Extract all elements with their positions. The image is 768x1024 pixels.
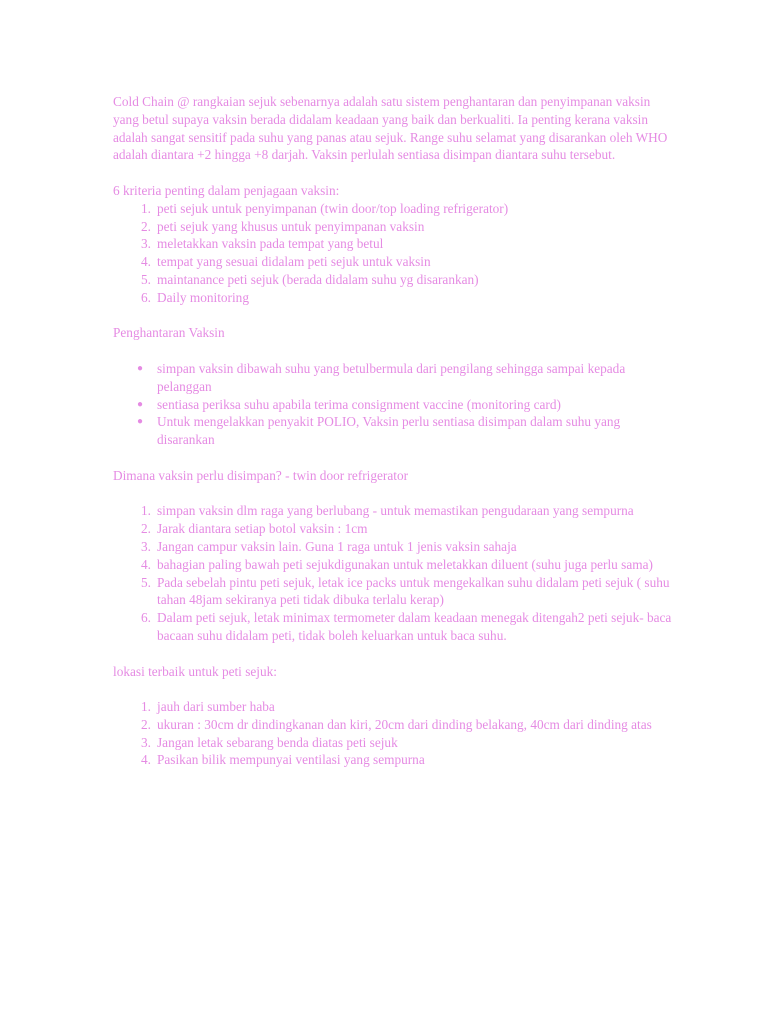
list-number: 4. — [141, 752, 151, 768]
list-item — [113, 235, 673, 253]
spacer — [113, 307, 673, 325]
list-text: simpan vaksin dibawah suhu yang betulbermula dari pengilang sehingga sampai kepada pelanggan — [157, 360, 626, 394]
list-number: 6. — [141, 610, 151, 626]
list-text: peti sejuk yang khusus untuk penyimpanan vaksin — [157, 218, 425, 234]
list-text: bahagian paling bawah peti sejukdigunakan untuk meletakkan diluent (suhu juga perlu sama) — [157, 556, 653, 572]
list-number: 1. — [141, 699, 151, 715]
list-text: tempat yang sesuai didalam peti sejuk untuk vaksin — [157, 254, 431, 270]
list-number: 4. — [141, 556, 151, 572]
list-number: 4. — [141, 254, 151, 270]
list-text: meletakkan vaksin pada tempat yang betul — [157, 236, 384, 252]
list-item — [113, 751, 673, 769]
list-text: maintanance peti sejuk (berada didalam suhu yg disarankan) — [157, 271, 479, 287]
list-text: ukuran : 30cm dr dindingkanan dan kiri, 20cm dari dinding belakang, 40cm dari dinding atas — [157, 716, 652, 732]
list-number: 3. — [141, 236, 151, 252]
spacer — [113, 449, 673, 467]
list-item — [113, 253, 673, 271]
criteria-list — [113, 200, 673, 307]
spacer — [113, 342, 673, 360]
criteria-heading: 6 kriteria penting dalam penjagaan vaksin: — [113, 182, 340, 198]
list-item — [113, 289, 673, 307]
bullet-icon: ● — [137, 362, 144, 374]
list-item — [113, 520, 673, 538]
list-number: 5. — [141, 271, 151, 287]
list-item — [113, 609, 673, 645]
document-page — [113, 93, 673, 769]
spacer — [113, 680, 673, 698]
bullet-icon: ● — [137, 416, 144, 428]
delivery-list — [113, 360, 673, 449]
list-text: Jangan letak sebarang benda diatas peti sejuk — [157, 734, 398, 750]
list-text: jauh dari sumber haba — [157, 699, 275, 715]
list-text: Daily monitoring — [157, 289, 249, 305]
list-text: simpan vaksin dlm raga yang berlubang - untuk memastikan pengudaraan yang sempurna — [157, 503, 634, 519]
list-item — [113, 538, 673, 556]
storage-list — [113, 502, 673, 644]
list-item — [113, 271, 673, 289]
list-number: 2. — [141, 218, 151, 234]
list-number: 2. — [141, 521, 151, 537]
list-text: Dalam peti sejuk, letak minimax termometer dalam keadaan menegak ditengah2 peti sejuk- baca bacaan suhu didalam peti, tidak boleh keluarkan untuk baca suhu. — [157, 610, 672, 643]
list-item — [113, 360, 673, 396]
list-text: peti sejuk untuk penyimpanan (twin door/top loading refrigerator) — [157, 200, 509, 216]
list-number: 3. — [141, 538, 151, 554]
list-number: 1. — [141, 503, 151, 519]
list-item — [113, 698, 673, 716]
list-item — [113, 734, 673, 752]
spacer — [113, 485, 673, 503]
spacer — [113, 645, 673, 663]
intro-paragraph: Cold Chain @ rangkaian sejuk sebenarnya adalah satu sistem penghantaran dan penyimpanan vaksin yang betul supaya vaksin berada didalam keadaan yang baik dan berkualiti. Ia penting kerana vaksin adalah sangat sensitif pada suhu yang panas atau sejuk. Range suhu selamat yang disarankan oleh WHO adalah diantara +2 hingga +8 darjah. Vaksin perlulah sentiasa disimpan diantara suhu tersebut. — [113, 94, 668, 163]
list-text: Untuk mengelakkan penyakit POLIO, Vaksin perlu sentiasa disimpan dalam suhu yang disarankan — [157, 414, 621, 448]
list-item — [113, 574, 673, 610]
list-text: Pasikan bilik mempunyai ventilasi yang sempurna — [157, 752, 425, 768]
list-item — [113, 200, 673, 218]
location-list — [113, 698, 673, 769]
list-item — [113, 218, 673, 236]
storage-heading: Dimana vaksin perlu disimpan? - twin door refrigerator — [113, 467, 409, 483]
list-text: Pada sebelah pintu peti sejuk, letak ice packs untuk mengekalkan suhu didalam peti sejuk ( suhu tahan 48jam sekiranya peti tidak dibuka terlalu kerap) — [157, 574, 670, 608]
list-item — [113, 396, 673, 414]
bullet-icon: ● — [137, 398, 144, 410]
list-text: Jarak diantara setiap botol vaksin : 1cm — [157, 521, 368, 537]
list-item — [113, 502, 673, 520]
list-number: 1. — [141, 200, 151, 216]
list-item — [113, 413, 673, 449]
list-item — [113, 556, 673, 574]
spacer — [113, 164, 673, 182]
list-number: 5. — [141, 574, 151, 590]
list-text: Jangan campur vaksin lain. Guna 1 raga untuk 1 jenis vaksin sahaja — [157, 538, 517, 554]
list-number: 3. — [141, 734, 151, 750]
list-number: 2. — [141, 716, 151, 732]
delivery-heading: Penghantaran Vaksin — [113, 325, 225, 341]
list-number: 6. — [141, 289, 151, 305]
location-heading: lokasi terbaik untuk peti sejuk: — [113, 663, 277, 679]
list-item — [113, 716, 673, 734]
list-text: sentiasa periksa suhu apabila terima consignment vaccine (monitoring card) — [157, 396, 561, 412]
